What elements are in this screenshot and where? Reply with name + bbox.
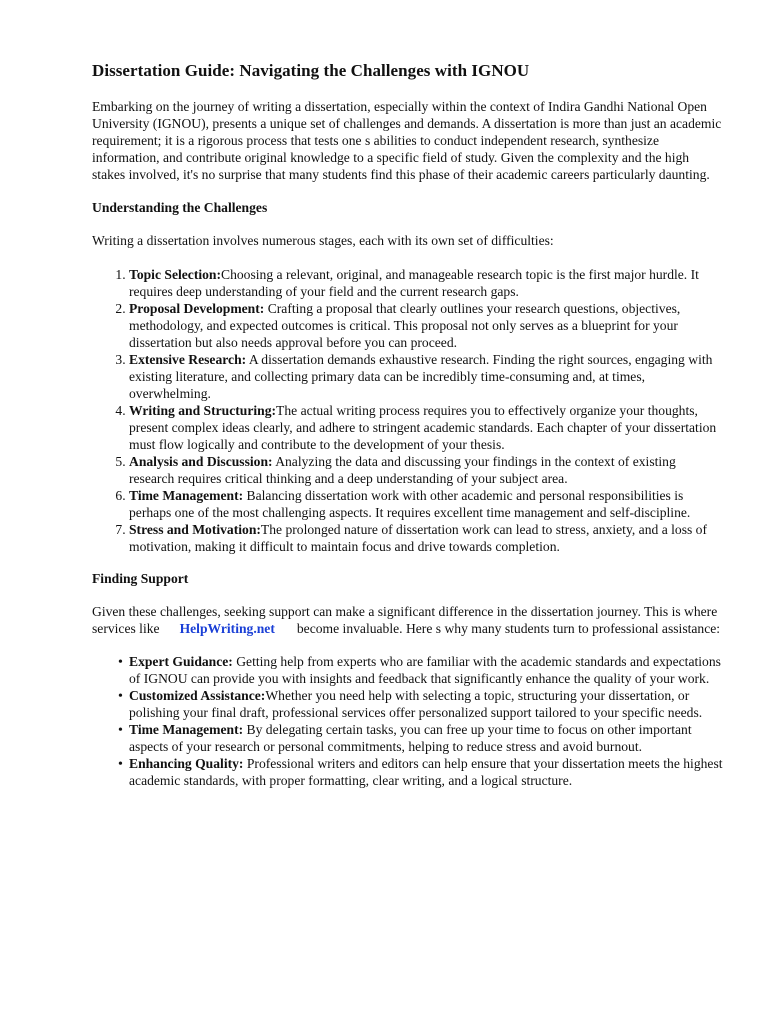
list-item-text: By delegating certain tasks, you can free up your time to focus on other important aspects of your research or personal commitments, helping to reduce stress and avoid burnout. <box>129 722 692 754</box>
section-heading-challenges: Understanding the Challenges <box>92 200 268 215</box>
list-item-term: Time Management: <box>129 722 244 737</box>
support-list <box>92 653 724 789</box>
list-item-term: Stress and Motivation: <box>129 522 261 537</box>
list-item <box>118 687 724 721</box>
support-intro <box>92 603 724 637</box>
document-page <box>92 60 724 789</box>
list-item-text: Getting help from experts who are familiar with the academic standards and expectations of IGNOU can provide you with insights and feedback that significantly enhance the quality of your work. <box>129 654 721 686</box>
list-item-term: Proposal Development: <box>129 301 265 316</box>
helpwriting-link[interactable]: HelpWriting.net <box>179 621 275 636</box>
support-intro-after: become invaluable. Here s why many students turn to professional assistance: <box>296 621 721 636</box>
list-item-text: Choosing a relevant, original, and manageable research topic is the first major hurdle. It requires deep understanding of your field and the current research gaps. <box>129 267 699 299</box>
bullet-icon: • <box>118 757 123 772</box>
challenges-lead: Writing a dissertation involves numerous stages, each with its own set of difficulties: <box>92 233 554 248</box>
section-heading-support: Finding Support <box>92 571 189 586</box>
list-item-text: A dissertation demands exhaustive research. Finding the right sources, engaging with existing literature, and collecting primary data can be incredibly time-consuming and, at times, overwhelming. <box>129 352 713 401</box>
list-item-term: Time Management: <box>129 488 244 503</box>
list-item-text: The prolonged nature of dissertation work can lead to stress, anxiety, and a loss of motivation, making it difficult to maintain focus and drive towards completion. <box>129 522 707 554</box>
document-title: Dissertation Guide: Navigating the Challenges with IGNOU <box>92 61 530 80</box>
list-item <box>118 721 724 755</box>
list-item <box>129 453 724 487</box>
list-item <box>129 487 724 521</box>
support-intro-before: Given these challenges, seeking support can make a significant difference in the dissertation journey. This is where services like <box>92 604 718 636</box>
list-item <box>118 653 724 687</box>
list-item <box>129 266 724 300</box>
bullet-icon: • <box>118 689 123 704</box>
list-item-term: Writing and Structuring: <box>129 403 277 418</box>
list-item-term: Expert Guidance: <box>129 654 233 669</box>
list-item-text: Balancing dissertation work with other academic and personal responsibilities is perhaps one of the most challenging aspects. It requires excellent time management and self-discipline. <box>129 488 691 520</box>
list-item-text: Professional writers and editors can help ensure that your dissertation meets the highest academic standards, with proper formatting, clear writing, and a logical structure. <box>129 756 723 788</box>
list-item-text: Crafting a proposal that clearly outlines your research questions, objectives, methodology, and expected outcomes is critical. This proposal not only serves as a blueprint for your dissertation but also needs approval before you can proceed. <box>129 301 681 350</box>
list-item <box>118 755 724 789</box>
list-item-term: Topic Selection: <box>129 267 222 282</box>
list-item-text: Analyzing the data and discussing your findings in the context of existing research requires critical thinking and a deep understanding of your subject area. <box>129 454 676 486</box>
list-item-text: The actual writing process requires you to effectively organize your thoughts, present complex ideas clearly, and adhere to stringent academic standards. Each chapter of your dissertation must flow logically and contribute to the development of your thesis. <box>129 403 717 452</box>
list-item <box>129 402 724 453</box>
list-item-term: Analysis and Discussion: <box>129 454 273 469</box>
bullet-icon: • <box>118 655 123 670</box>
list-item <box>129 300 724 351</box>
list-item-term: Enhancing Quality: <box>129 756 244 771</box>
list-item <box>129 351 724 402</box>
list-item-term: Extensive Research: <box>129 352 247 367</box>
bullet-icon: • <box>118 723 123 738</box>
intro-paragraph: Embarking on the journey of writing a dissertation, especially within the context of Indira Gandhi National Open University (IGNOU), presents a unique set of challenges and demands. A dissertation is more than just an academic requirement; it is a rigorous process that tests one s abilities to conduct independent research, synthesize information, and contribute original knowledge to a specific field of study. Given the complexity and the high stakes involved, it's no surprise that many students find this phase of their academic careers particularly daunting. <box>92 99 722 182</box>
list-item-text: Whether you need help with selecting a topic, structuring your dissertation, or polishing your final draft, professional services offer personalized support tailored to your specific needs. <box>129 688 703 720</box>
list-item <box>129 521 724 555</box>
challenges-list <box>92 266 724 555</box>
list-item-term: Customized Assistance: <box>129 688 266 703</box>
